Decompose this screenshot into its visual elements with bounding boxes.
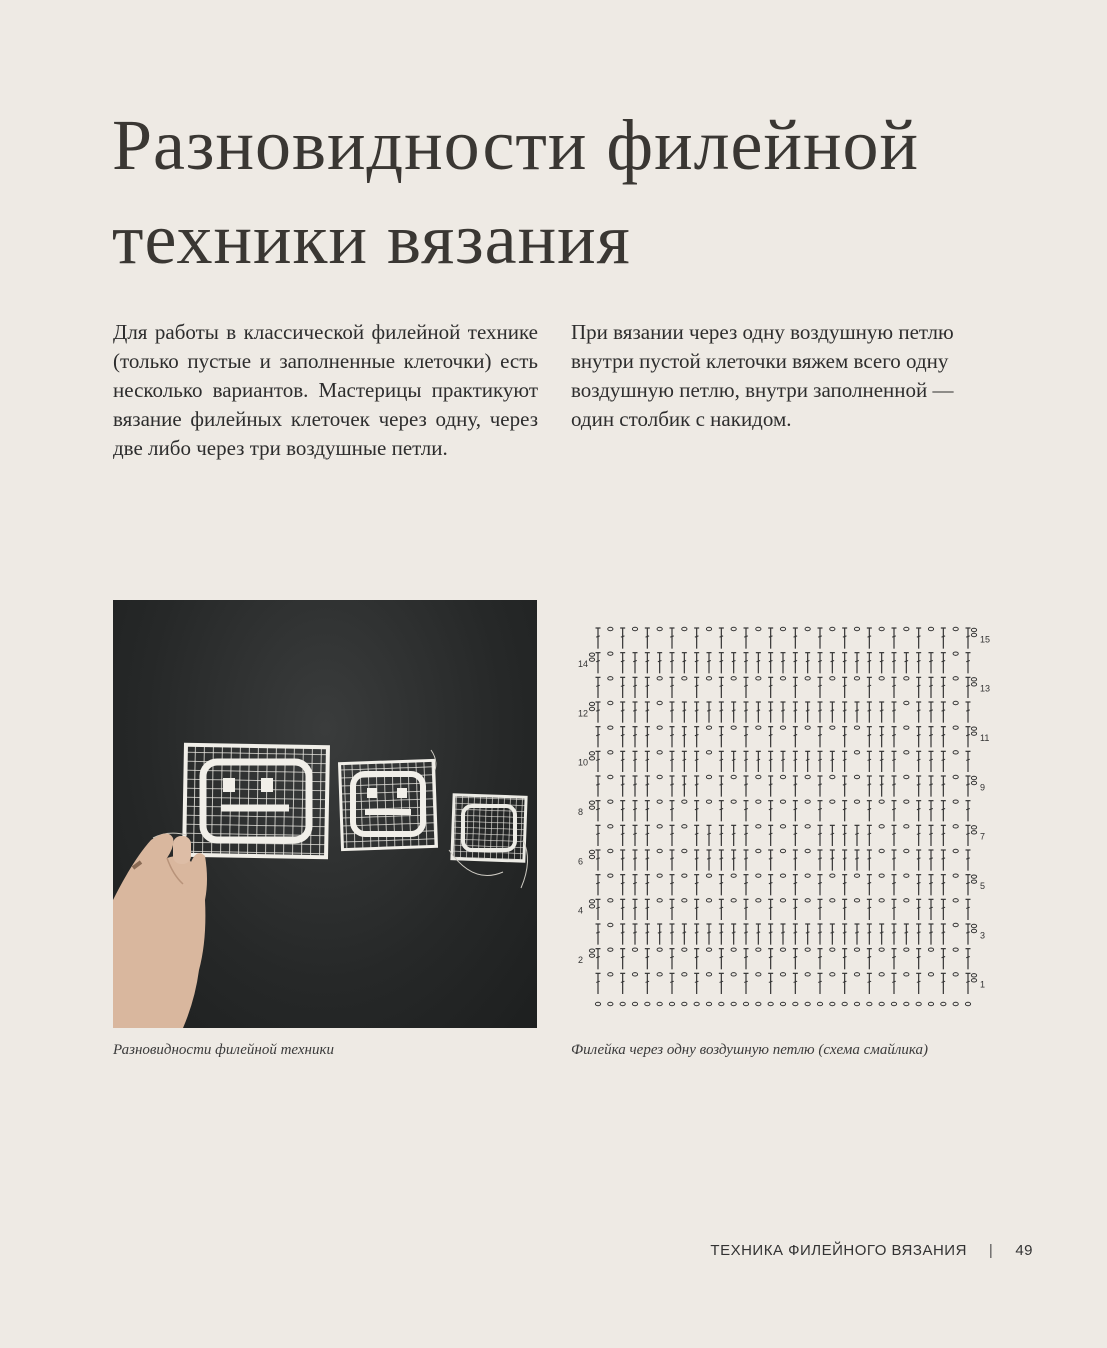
chain-stitch <box>780 726 785 729</box>
crochet-samples-photo <box>113 600 537 1028</box>
chain-stitch <box>632 627 637 630</box>
small-filet-square <box>452 795 526 861</box>
chain-stitch <box>971 633 976 636</box>
chain-stitch <box>756 1002 761 1005</box>
chain-stitch <box>830 874 835 877</box>
chain-stitch <box>657 627 662 630</box>
chain-stitch <box>657 899 662 902</box>
chain-stitch <box>805 948 810 951</box>
chain-stitch <box>706 677 711 680</box>
chain-stitch <box>904 677 909 680</box>
right-paragraph: При вязании через одну воздушную петлю внутри пустой клеточки вяжем всего одну воздушную петлю, внутри заполненной — один столбик с накидом. <box>571 320 954 431</box>
chain-stitch <box>589 653 594 656</box>
chain-stitch <box>805 825 810 828</box>
chain-stitch <box>608 849 613 852</box>
chain-stitch <box>645 1002 650 1005</box>
chain-stitch <box>953 701 958 704</box>
page-footer <box>710 1242 1033 1259</box>
chain-stitch <box>953 775 958 778</box>
chain-stitch <box>971 781 976 784</box>
chain-stitch <box>657 825 662 828</box>
title-line-2: техники вязания <box>112 199 631 279</box>
chain-stitch <box>780 1002 785 1005</box>
chain-stitch <box>879 874 884 877</box>
chain-stitch <box>854 874 859 877</box>
chain-stitch <box>756 948 761 951</box>
chain-stitch <box>904 1002 909 1005</box>
chain-stitch <box>953 899 958 902</box>
chain-stitch <box>682 849 687 852</box>
chain-stitch <box>830 627 835 630</box>
row-label: 8 <box>578 807 584 817</box>
chain-stitch <box>589 954 594 957</box>
chain-stitch <box>971 732 976 735</box>
chain-stitch <box>971 678 976 681</box>
chain-stitch <box>817 1002 822 1005</box>
chain-stitch <box>595 1002 600 1005</box>
chain-stitch <box>928 973 933 976</box>
row-label: 4 <box>578 905 584 916</box>
row-label: 2 <box>578 955 584 965</box>
chain-stitch <box>731 874 736 877</box>
chain-stitch <box>756 800 761 803</box>
chain-stitch <box>780 973 785 976</box>
crochet-chart <box>576 616 996 1016</box>
chain-stitch <box>953 923 958 926</box>
chain-stitch <box>731 775 736 778</box>
chain-stitch <box>731 800 736 803</box>
chain-stitch <box>682 973 687 976</box>
chain-stitch <box>589 702 594 705</box>
chain-stitch <box>854 1002 859 1005</box>
row-label: 13 <box>980 683 991 694</box>
chain-stitch <box>682 874 687 877</box>
chain-stitch <box>971 929 976 932</box>
chain-stitch <box>608 677 613 680</box>
chain-stitch <box>608 652 613 655</box>
chain-stitch <box>731 627 736 630</box>
chain-stitch <box>731 726 736 729</box>
page-number: 49 <box>1015 1242 1033 1259</box>
chain-stitch <box>879 1002 884 1005</box>
chain-stitch <box>805 726 810 729</box>
page-title <box>112 98 1012 286</box>
chain-stitch <box>830 899 835 902</box>
chain-stitch <box>971 831 976 834</box>
chain-stitch <box>971 727 976 730</box>
chain-stitch <box>669 1002 674 1005</box>
footer-separator: | <box>988 1242 994 1259</box>
row-label: 10 <box>578 757 589 768</box>
chain-stitch <box>589 855 594 858</box>
chain-stitch <box>904 825 909 828</box>
chain-stitch <box>971 880 976 883</box>
chain-stitch <box>731 973 736 976</box>
chain-stitch <box>971 924 976 927</box>
chain-stitch <box>830 677 835 680</box>
chain-stitch <box>830 973 835 976</box>
chain-stitch <box>756 899 761 902</box>
chain-stitch <box>971 683 976 686</box>
chain-stitch <box>706 874 711 877</box>
chain-stitch <box>608 825 613 828</box>
chain-stitch <box>965 1002 970 1005</box>
chain-stitch <box>879 899 884 902</box>
large-filet-square <box>184 745 328 857</box>
chain-stitch <box>620 1002 625 1005</box>
chain-stitch <box>657 800 662 803</box>
chain-stitch <box>706 899 711 902</box>
chain-stitch <box>953 751 958 754</box>
chain-stitch <box>805 849 810 852</box>
chain-stitch <box>780 775 785 778</box>
chain-stitch <box>879 677 884 680</box>
chain-stitch <box>805 1002 810 1005</box>
chain-stitch <box>706 948 711 951</box>
chain-stitch <box>793 1002 798 1005</box>
chain-stitch <box>608 800 613 803</box>
chain-stitch <box>953 652 958 655</box>
chain-stitch <box>756 973 761 976</box>
row-label: 15 <box>980 634 991 645</box>
chain-stitch <box>608 1002 613 1005</box>
chain-stitch <box>854 948 859 951</box>
chain-stitch <box>589 850 594 853</box>
chain-stitch <box>879 948 884 951</box>
row-label: 14 <box>578 659 589 669</box>
chain-stitch <box>953 627 958 630</box>
chain-stitch <box>608 751 613 754</box>
chain-stitch <box>879 825 884 828</box>
chain-stitch <box>805 874 810 877</box>
chain-stitch <box>756 627 761 630</box>
chain-stitch <box>706 800 711 803</box>
chain-stitch <box>608 775 613 778</box>
chain-stitch <box>682 825 687 828</box>
chain-stitch <box>904 627 909 630</box>
chain-stitch <box>589 900 594 903</box>
chain-stitch <box>854 899 859 902</box>
row-label: 5 <box>980 881 986 891</box>
chain-stitch <box>904 701 909 704</box>
left-paragraph: Для работы в классической филейной технике (только пустые и заполненные клеточки) есть несколько вариантов. Мастерицы практикуют вязание филейных клеточек через одну, через две либо через три воздушные петли. <box>113 320 538 460</box>
row-label: 3 <box>980 930 986 941</box>
chain-stitch <box>928 627 933 630</box>
chain-stitch <box>657 726 662 729</box>
chain-stitch <box>632 1002 637 1005</box>
chain-stitch <box>780 948 785 951</box>
chain-stitch <box>756 825 761 828</box>
chain-stitch <box>694 1002 699 1005</box>
chain-stitch <box>879 973 884 976</box>
chain-stitch <box>682 627 687 630</box>
footer-section-title: ТЕХНИКА ФИЛЕЙНОГО ВЯЗАНИЯ <box>710 1242 967 1259</box>
chain-stitch <box>780 899 785 902</box>
chain-stitch <box>867 1002 872 1005</box>
chain-stitch <box>608 899 613 902</box>
chain-stitch <box>879 800 884 803</box>
chain-stitch <box>706 973 711 976</box>
chain-stitch <box>854 677 859 680</box>
chain-stitch <box>682 1002 687 1005</box>
chain-stitch <box>632 973 637 976</box>
chain-stitch <box>854 775 859 778</box>
chain-stitch <box>805 677 810 680</box>
chain-stitch <box>904 849 909 852</box>
diagram-caption: Филейка через одну воздушную петлю (схема смайлика) <box>571 1042 928 1058</box>
row-label: 9 <box>980 782 986 793</box>
chain-stitch <box>780 800 785 803</box>
chain-stitch <box>768 1002 773 1005</box>
chain-stitch <box>706 751 711 754</box>
chain-stitch <box>953 948 958 951</box>
chain-stitch <box>657 1002 662 1005</box>
chain-stitch <box>971 979 976 982</box>
chain-stitch <box>854 800 859 803</box>
chain-stitch <box>589 658 594 661</box>
chain-stitch <box>830 1002 835 1005</box>
chain-stitch <box>682 800 687 803</box>
chain-stitch <box>842 1002 847 1005</box>
chain-stitch <box>805 899 810 902</box>
chain-stitch <box>756 849 761 852</box>
chain-stitch <box>608 874 613 877</box>
chain-stitch <box>608 948 613 951</box>
chain-stitch <box>589 806 594 809</box>
chain-stitch <box>756 726 761 729</box>
chain-stitch <box>589 801 594 804</box>
chain-stitch <box>657 677 662 680</box>
chain-stitch <box>756 775 761 778</box>
chain-stitch <box>928 948 933 951</box>
chain-stitch <box>830 800 835 803</box>
chain-stitch <box>904 800 909 803</box>
chain-stitch <box>682 948 687 951</box>
chain-stitch <box>731 899 736 902</box>
row-label: 1 <box>980 979 986 990</box>
chain-stitch <box>941 1002 946 1005</box>
chain-stitch <box>971 776 976 779</box>
chain-stitch <box>928 1002 933 1005</box>
chain-stitch <box>731 677 736 680</box>
chain-stitch <box>953 849 958 852</box>
chain-stitch <box>879 627 884 630</box>
chain-stitch <box>805 800 810 803</box>
chain-stitch <box>589 707 594 710</box>
chain-stitch <box>830 948 835 951</box>
chain-stitch <box>657 874 662 877</box>
row-label: 11 <box>980 733 990 743</box>
chain-stitch <box>780 874 785 877</box>
chain-stitch <box>608 973 613 976</box>
chain-stitch <box>706 1002 711 1005</box>
chain-stitch <box>780 627 785 630</box>
chain-stitch <box>904 899 909 902</box>
chain-stitch <box>657 701 662 704</box>
chain-stitch <box>706 627 711 630</box>
chain-stitch <box>953 800 958 803</box>
chain-stitch <box>780 849 785 852</box>
chain-stitch <box>971 974 976 977</box>
chain-stitch <box>682 677 687 680</box>
title-line-1: Разновидности филейной <box>112 105 920 185</box>
chain-stitch <box>805 775 810 778</box>
chain-stitch <box>657 849 662 852</box>
chain-stitch <box>830 775 835 778</box>
chain-stitch <box>971 628 976 631</box>
chain-stitch <box>916 1002 921 1005</box>
chain-stitch <box>780 825 785 828</box>
chain-stitch <box>657 751 662 754</box>
chain-stitch <box>682 899 687 902</box>
chain-stitch <box>589 752 594 755</box>
photo-illustration <box>113 600 537 1028</box>
chain-stitch <box>608 701 613 704</box>
chain-stitch <box>706 775 711 778</box>
chain-stitch <box>953 825 958 828</box>
chain-stitch <box>953 973 958 976</box>
chain-stitch <box>891 1002 896 1005</box>
chain-stitch <box>589 949 594 952</box>
chain-stitch <box>854 726 859 729</box>
chain-stitch <box>731 948 736 951</box>
chain-stitch <box>756 874 761 877</box>
chain-stitch <box>657 973 662 976</box>
chain-stitch <box>953 677 958 680</box>
chain-stitch <box>854 973 859 976</box>
chain-stitch <box>756 677 761 680</box>
chain-stitch <box>854 627 859 630</box>
chain-stitch <box>904 874 909 877</box>
row-label: 12 <box>578 708 589 719</box>
chain-stitch <box>657 948 662 951</box>
chain-stitch <box>904 751 909 754</box>
medium-filet-square <box>340 760 437 849</box>
chain-stitch <box>805 973 810 976</box>
crochet-chart-svg <box>576 616 996 1016</box>
row-label: 6 <box>578 856 584 867</box>
chain-stitch <box>719 1002 724 1005</box>
chain-stitch <box>743 1002 748 1005</box>
chain-stitch <box>632 948 637 951</box>
chain-stitch <box>608 726 613 729</box>
chain-stitch <box>589 757 594 760</box>
chain-stitch <box>657 775 662 778</box>
chain-stitch <box>731 1002 736 1005</box>
chain-stitch <box>706 726 711 729</box>
hand <box>113 833 207 1028</box>
chain-stitch <box>879 849 884 852</box>
chain-stitch <box>608 923 613 926</box>
chain-stitch <box>805 627 810 630</box>
chain-stitch <box>953 1002 958 1005</box>
chain-stitch <box>904 775 909 778</box>
chain-stitch <box>589 905 594 908</box>
chain-stitch <box>854 751 859 754</box>
chain-stitch <box>608 627 613 630</box>
chain-stitch <box>904 948 909 951</box>
chain-stitch <box>971 826 976 829</box>
chain-stitch <box>780 677 785 680</box>
row-label: 7 <box>980 831 986 842</box>
photo-caption: Разновидности филейной техники <box>113 1042 334 1058</box>
chain-stitch <box>904 973 909 976</box>
chain-stitch <box>830 726 835 729</box>
chain-stitch <box>953 726 958 729</box>
chain-stitch <box>904 726 909 729</box>
chain-stitch <box>971 875 976 878</box>
chain-stitch <box>953 874 958 877</box>
